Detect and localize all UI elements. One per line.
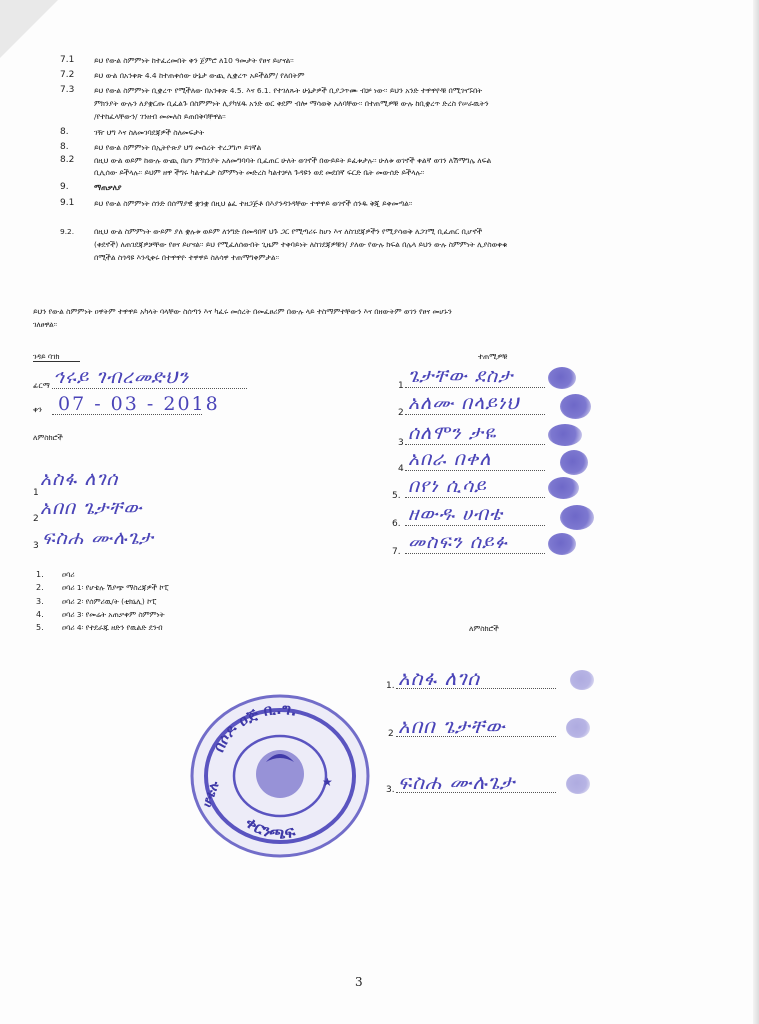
lower-witness-number: 3. — [386, 785, 395, 795]
attachment-number: 2. — [36, 583, 44, 592]
clause-text: ይህ የውል ስምምነት ቢቋረጥ የሚችለው በአንቀጽ 4.5. እና 6.1. የተገለጹት ሁኔታዎች ቢያጋጥሙ ብቻ ነው፡፡ ይህን አንድ ተዋዋዮቹ በሚገናኙበት — [94, 86, 483, 95]
thumbprint — [548, 477, 579, 499]
clause-text: /የተከፈላቸውን/ ገንዘብ መመለስ ይጠበቅባቸዋል፡፡ — [94, 112, 226, 121]
clause-text: ይህ የውል ስምምነት በኢትዮጵያ ህግ መሰረት ተረጋግጦ ይገኛል — [94, 143, 262, 152]
member-line — [405, 444, 545, 445]
member-line — [405, 497, 545, 498]
thumbprint — [566, 718, 590, 738]
clause-9-2-number: 9.2. — [60, 227, 75, 236]
clause-text: ቢሊሰው ይችላሉ፡፡ ይህም ዘዋ ችግሩ ካልተፈታ ስምምነት መድረስ ካልተቻለ ጉዳዩን ወደ መደበኛ ፍርድ ቤት መውሰድ ይችላሉ፡፡ — [94, 168, 425, 177]
lower-witness-line — [396, 736, 556, 737]
member-number: 2 — [398, 408, 404, 418]
clause-text: ገዥ ህግ እና ስለመገባደጃዎች ስለመፍታት — [94, 128, 204, 137]
member-number: 5. — [392, 491, 401, 501]
lower-witness-signature: ፍስሐ ሙሉጌታ — [398, 770, 516, 794]
date-label: ቀን — [33, 405, 42, 414]
stamp-side-text: ሆቴሉ — [199, 779, 223, 810]
clause-text: ማጠቃለያ — [94, 183, 122, 192]
member-number: 7. — [392, 547, 401, 557]
clause-9-2-line: በሚችል ስጎዳዩ እንዲቀሩ በተዋዋዮ ተዋዋይ ስለሳዋ ተጠማግቀምታል፡፡ — [94, 253, 280, 262]
folded-corner — [0, 0, 58, 58]
name-line — [52, 388, 247, 389]
right-block-heading: ተጠሚዎቹ — [478, 352, 508, 361]
lower-witness-number: 2 — [388, 729, 394, 739]
thumbprint — [548, 424, 582, 446]
left-witness-signature: ፍስሐ ሙሉጌታ — [42, 527, 154, 549]
lower-witness-signature: አበበ ጌታቸው — [398, 714, 506, 738]
name-label: ፊርማ — [33, 381, 50, 390]
lower-witness-line — [396, 688, 556, 689]
stamp-bottom-text: ቀርንጫፍ — [241, 812, 297, 843]
clause-9-2-line: (ቀደኖች) ለጠገደጃዎቻቸው የፀና ይሆናል፡፡ ይህ የሚፈለሰውበት ጊዜም ተቀባይነት ለስገደጃዎቹን/ ያለው የውሉ ክፍል በሌላ ይህን ውሉ ስምምነት ሊያስወቀቁ — [94, 240, 508, 249]
left-witness-signature: አስፋ ለገሰ — [40, 468, 119, 490]
member-number: 6. — [392, 519, 401, 529]
clause-number: 8. — [60, 142, 69, 152]
clause-number: 8.2 — [60, 155, 75, 165]
clause-text: ይህ ውል በአንቀጽ 4.4 ከተጠቀሰው ሁኔታ ውጪ ሊቋረጥ አይችልም/ የለበትም — [94, 71, 305, 80]
clause-number: 7.3 — [60, 85, 75, 95]
member-signature: ዘውዱ ሀብቴ — [408, 503, 503, 525]
thumbprint — [548, 367, 576, 389]
member-signature: አበራ በቀለ — [408, 448, 492, 470]
thumbprint — [560, 505, 594, 530]
clause-text: ይህ የውል ስምምነት ከተፈረመበት ቀን ጀምሮ ለ10 ዓመታት የፀና ይሆናል፡፡ — [94, 56, 294, 65]
left-witness-number: 3 — [33, 541, 39, 551]
stamp-star: ★ — [322, 775, 333, 789]
attachment-number: 4. — [36, 610, 44, 619]
member-line — [405, 414, 545, 415]
attachment-text: ዐባሪ 2፡ የሰምሪዉ/ት (ቲክኒሊ) ኮፒ — [62, 597, 157, 606]
attachment-number: 3. — [36, 597, 44, 606]
member-signature: በየነ ሲሳይ — [408, 475, 487, 497]
left-block-heading: ገዳይ ባገክ — [33, 352, 80, 362]
stamp-top-text: በሶዶ ዐጅ ቢ.ግ. — [209, 699, 299, 755]
attachment-text: ዐባሪ — [62, 570, 75, 579]
member-line — [405, 553, 545, 554]
left-witness-number: 2 — [33, 514, 39, 524]
member-number: 1 — [398, 381, 404, 391]
page-edge — [753, 0, 759, 1024]
clause-number: 7.2 — [60, 70, 75, 80]
clause-9-2-line: በዚህ ውል ስምምነት ውይም ያለ ቋሉቱ ወይም ለንግድ በመዳበኛ ህጉ ጋር የሚጣሪሩ ከሆነ እና ለስገደጃዎችን የሚያሳወቅ ለጋገሚ ቢፈጠር ቢሆኖች — [94, 227, 483, 236]
closing-statement-line: ገለፀዋል፡፡ — [33, 320, 58, 329]
member-line — [405, 387, 545, 388]
member-number: 4 — [398, 464, 404, 474]
attachment-number: 5. — [36, 623, 44, 632]
date-value: 07 - 03 - 2018 — [58, 393, 220, 415]
left-witness-number: 1 — [33, 488, 39, 498]
clause-text: ይህ የውል ስምምነት ሰንድ በሰማያዊ ቋንቋ በዚህ ፅፈ ተዘጋጅቶ በእያንዳንዳቸው ተዋዋይ ወገኖች ሰንዱ ቅጂ ይቀመጣል፡፡ — [94, 199, 413, 208]
clause-text: ምክንያት ውሉን ለያቋርጡ ቢፈልጉ በስምምነት ሊያካሄዱ አንድ ወር ቀደም ብሎ ማሳወቅ አለባቸው፡፡ በተጠሚዎቹ ውሉ ከቢቋረጥ ድረስ የሠራዉትን — [94, 99, 489, 108]
thumbprint — [570, 670, 594, 690]
clause-number: 8. — [60, 127, 69, 137]
member-line — [405, 525, 545, 526]
clause-number: 7.1 — [60, 55, 75, 65]
clause-text: በዚህ ውል ወይም ከውሉ ውጪ በሆነ ምክንያት አለመግባባት ቢፈጠር ሁለት ወገኖች በውይይት ይፈቱታሉ፡፡ ሁለቱ ወገኖች ቀልኛ ወገን ለሽማግሌ ለፍል — [94, 156, 492, 165]
left-witness-signature: አበበ ጌታቸው — [40, 497, 143, 519]
name-signature: ኅሩይ ገብረመድህን — [53, 366, 190, 388]
lower-witness-heading: ለምስክሮች — [469, 624, 499, 633]
date-line — [52, 414, 202, 415]
closing-statement-line: ይህን የውል ስምምነት ዐዋትም ተዋዋይ አካላት ባላቸው ስሰጣን እና ካፈሩ መሰረት በመፈፀሪም በውሉ ላይ ተስማምተቸውን እና በዘውትም ወገን የፀና መሆኑን — [33, 307, 452, 316]
lower-witness-line — [396, 792, 556, 793]
thumbprint — [560, 450, 588, 475]
lower-witness-number: 1. — [386, 681, 395, 691]
page-number: 3 — [355, 975, 363, 989]
member-signature: አለሙ በላይነህ — [408, 392, 520, 414]
official-stamp — [188, 688, 374, 858]
clause-number: 9. — [60, 182, 69, 192]
attachment-number: 1. — [36, 570, 44, 579]
member-signature: መስፍን ሰይፉ — [408, 531, 508, 553]
thumbprint — [560, 394, 591, 419]
attachment-text: ዐባሪ 3፡ የመሬት አጠቃቀም ስምምነት — [62, 610, 165, 619]
member-line — [405, 470, 545, 471]
thumbprint — [548, 533, 576, 555]
member-signature: ጌታቸው ደስታ — [408, 365, 514, 387]
left-witness-label: ለምስክሮች — [33, 433, 63, 442]
attachment-text: ዐባሪ 1፡ የሆቴሉ ሽያጭ ማስረጃዎች ኮፒ — [62, 583, 169, 592]
member-number: 3 — [398, 438, 404, 448]
lower-witness-signature: አስፋ ለገሰ — [398, 666, 481, 690]
member-signature: ሰለሞን ታዬ — [408, 422, 497, 444]
clause-number: 9.1 — [60, 198, 75, 208]
attachment-text: ዐባሪ 4፡ የተደራጁ ዘድን የዉልድ ደንብ — [62, 623, 163, 632]
thumbprint — [566, 774, 590, 794]
